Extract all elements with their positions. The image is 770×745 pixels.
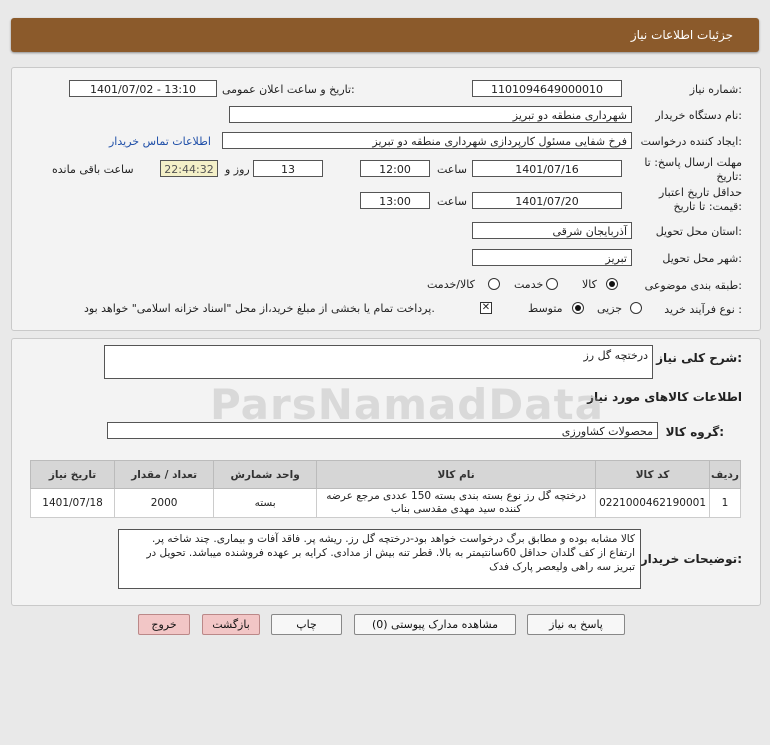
- reply-button[interactable]: پاسخ به نیاز: [527, 614, 625, 635]
- notes-text: کالا مشابه بوده و مطابق برگ درخواست خواهد بود-درختچه گل رز. ریشه پر. فاقد آفات و بیماری. چند شاخه پر. ارتفاع از کف گلدان حداقل 60سانتیمتر به بالا. قطر تنه بیش از مدادی. کرایه بر عهده فروشنده میباشد. تحویل در تبریز سه راهی ولیعصر پارک فدک: [146, 533, 635, 573]
- treasury-checkbox[interactable]: ✕: [481, 302, 491, 313]
- cell-unit: بسته: [214, 489, 317, 518]
- need-number-field: 1101094649000010: [472, 80, 622, 97]
- days-label: روز و: [225, 163, 250, 176]
- col-date: تاریخ نیاز: [31, 461, 115, 489]
- process-option-medium: متوسط: [528, 302, 563, 315]
- category-option-goods-service: کالا/خدمت: [427, 278, 475, 291]
- cell-name: درختچه گل رز نوع بسته بندی بسته 150 عددی مرجع عرضه کننده سید مهدی مقدسی بناب: [317, 489, 596, 518]
- validity-date-field: 1401/07/20: [472, 192, 622, 209]
- col-code: کد کالا: [596, 461, 710, 489]
- notes-label: توضیحات خریدار:: [640, 552, 742, 566]
- buyer-contact-link[interactable]: اطلاعات تماس خریدار: [109, 135, 211, 148]
- creator-label: ایجاد کننده درخواست:: [640, 135, 742, 148]
- process-radio-minor[interactable]: [630, 302, 642, 314]
- attachments-button[interactable]: مشاهده مدارک پیوستی (0): [354, 614, 516, 635]
- col-name: نام کالا: [317, 461, 596, 489]
- city-field: تبریز: [472, 249, 632, 266]
- process-option-minor: جزیی: [597, 302, 623, 315]
- group-field: محصولات کشاورزی: [107, 422, 658, 439]
- process-radio-medium[interactable]: [572, 302, 584, 314]
- cell-qty: 2000: [115, 489, 214, 518]
- validity-label: [642, 186, 742, 214]
- province-label: استان محل تحویل:: [655, 225, 742, 238]
- deadline-time-label: ساعت: [437, 163, 467, 176]
- province-field: آذربایجان شرقی: [472, 222, 632, 239]
- category-radio-goods-service[interactable]: [488, 278, 500, 290]
- summary-value: درختچه گل رز: [583, 349, 648, 362]
- process-label: نوع فرآیند خرید :: [664, 303, 742, 316]
- watermark: ParsNamadData: [210, 380, 604, 429]
- city-label: شهر محل تحویل:: [662, 252, 742, 265]
- page-header: [11, 18, 759, 52]
- print-button[interactable]: چاپ: [271, 614, 342, 635]
- deadline-label-text: مهلت ارسال پاسخ: تا تاریخ:: [644, 156, 742, 183]
- validity-time-label: ساعت: [437, 195, 467, 208]
- category-radio-goods[interactable]: [606, 278, 618, 290]
- notes-field: [118, 529, 641, 589]
- col-unit: واحد شمارش: [214, 461, 317, 489]
- buyer-field: شهرداری منطقه دو تبریز: [229, 106, 632, 123]
- cell-date: 1401/07/18: [31, 489, 115, 518]
- remaining-label: ساعت باقی مانده: [52, 163, 134, 176]
- col-qty: تعداد / مقدار: [115, 461, 214, 489]
- announce-field: 1401/07/02 - 13:10: [69, 80, 217, 97]
- creator-field: فرخ شفایی مسئول کارپردازی شهرداری منطقه دو تبریز: [222, 132, 632, 149]
- items-table: [30, 460, 741, 518]
- category-radio-service[interactable]: [546, 278, 558, 290]
- need-number-label: شماره نیاز:: [689, 83, 742, 96]
- goods-info-title: اطلاعات کالاهای مورد نیاز: [587, 390, 742, 404]
- back-button[interactable]: بازگشت: [202, 614, 260, 635]
- cell-row: 1: [710, 489, 741, 518]
- summary-label: شرح کلی نیاز:: [656, 351, 742, 365]
- payment-note: پرداخت تمام یا بخشی از مبلغ خرید،از محل "اسناد خزانه اسلامی" خواهد بود.: [84, 302, 435, 315]
- table-header-row: [31, 461, 741, 489]
- table-row: [31, 489, 741, 518]
- days-field: 13: [253, 160, 323, 177]
- exit-button[interactable]: خروج: [138, 614, 190, 635]
- category-option-goods: کالا: [582, 278, 597, 291]
- validity-time-field: 13:00: [360, 192, 430, 209]
- validity-label-text: حداقل تاریخ اعتبار قیمت: تا تاریخ:: [658, 186, 742, 213]
- category-option-service: خدمت: [514, 278, 544, 291]
- group-label: گروه کالا:: [665, 425, 724, 439]
- page-title: جزئیات اطلاعات نیاز: [630, 28, 733, 42]
- deadline-date-field: 1401/07/16: [472, 160, 622, 177]
- remaining-time-field: 22:44:32: [160, 160, 218, 177]
- category-label: طبقه بندی موضوعی:: [644, 279, 742, 292]
- buyer-label: نام دستگاه خریدار:: [655, 109, 742, 122]
- cell-code: 0221000462190001: [596, 489, 710, 518]
- summary-field: [104, 345, 653, 379]
- announce-label: تاریخ و ساعت اعلان عمومی:: [222, 83, 355, 96]
- col-row: ردیف: [710, 461, 741, 489]
- deadline-time-field: 12:00: [360, 160, 430, 177]
- deadline-label: [642, 156, 742, 184]
